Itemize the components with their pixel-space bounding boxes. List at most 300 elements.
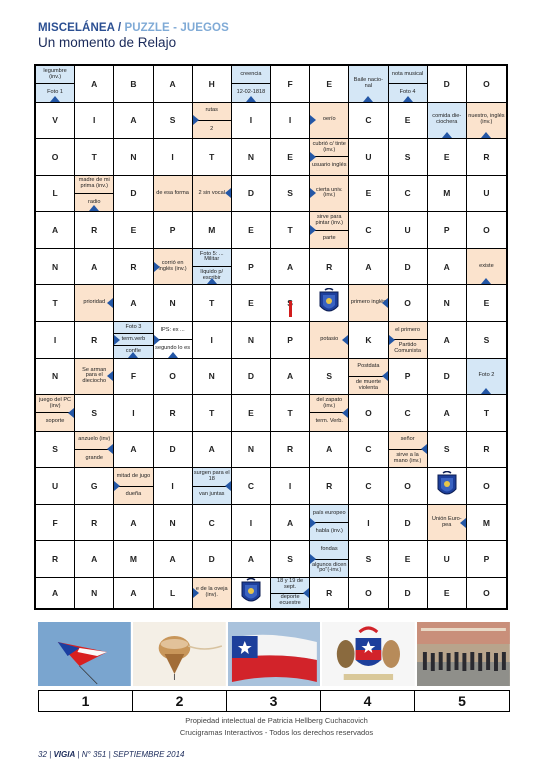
cell-letter: E [365, 188, 372, 199]
cell-letter: N [169, 298, 176, 309]
page-footer [38, 750, 184, 759]
grid-cell[interactable] [232, 176, 271, 213]
grid-cell[interactable] [467, 322, 506, 359]
grid-cell[interactable] [154, 468, 193, 505]
grid-cell[interactable] [193, 285, 232, 322]
grid-cell[interactable] [154, 505, 193, 542]
military-parade-photo-icon [417, 622, 510, 686]
grid-cell[interactable] [349, 578, 388, 608]
clue-arrow-icon [154, 262, 160, 272]
clue-text: nuestro, inglés (inv.) [468, 113, 505, 126]
clue-cell [310, 505, 349, 542]
clue-text: algunos dicen "po"(-inv.) [310, 559, 348, 577]
clue-cell [232, 66, 271, 103]
grid-cell[interactable] [154, 103, 193, 140]
grid-cell[interactable] [36, 505, 75, 542]
grid-cell[interactable] [428, 578, 467, 608]
clue-arrow-icon [460, 518, 466, 528]
clue-text: 18 y 19 de sept. [277, 578, 304, 591]
cell-letter: N [52, 261, 59, 272]
grid-cell[interactable] [389, 285, 428, 322]
clue-cell [389, 66, 428, 103]
grid-cell[interactable] [467, 468, 506, 505]
grid-cell[interactable] [75, 322, 114, 359]
grid-cell[interactable] [467, 541, 506, 578]
clue-text: grande [75, 449, 113, 467]
clue-text: madre de mi prima (inv.) [78, 177, 110, 190]
cell-letter: U [443, 554, 450, 565]
clue-text: Se arman para el dieciocho [82, 366, 107, 385]
grid-cell[interactable] [271, 139, 310, 176]
clue-text: deporte ecuestre [271, 593, 309, 609]
credits-line-1: Propiedad intelectual de Patricia Hellberg Cuchacovich [185, 716, 368, 725]
grid-cell[interactable] [467, 285, 506, 322]
clue-cell [193, 176, 232, 213]
grid-cell[interactable] [428, 212, 467, 249]
clue-text: prioridad [83, 299, 106, 306]
grid-cell[interactable] [271, 249, 310, 286]
grid-cell[interactable] [36, 432, 75, 469]
clue-cell [310, 395, 349, 432]
grid-cell[interactable] [154, 578, 193, 608]
grid-cell[interactable] [310, 66, 349, 103]
grid-cell[interactable] [349, 103, 388, 140]
grid-cell[interactable] [114, 432, 153, 469]
grid-cell[interactable] [75, 578, 114, 608]
clue-arrow-icon [310, 518, 316, 528]
cell-letter: C [404, 407, 411, 418]
grid-cell[interactable] [349, 249, 388, 286]
cell-letter: A [365, 261, 372, 272]
grid-cell[interactable] [232, 103, 271, 140]
clue-cell [75, 432, 114, 469]
clue-text: nota musical [391, 70, 424, 77]
grid-cell[interactable] [349, 432, 388, 469]
grid-cell[interactable] [310, 249, 349, 286]
grid-cell[interactable] [114, 176, 153, 213]
clue-text: líquido p/ escribir [193, 266, 231, 284]
clue-cell [193, 249, 232, 286]
grid-cell[interactable] [389, 103, 428, 140]
grid-cell[interactable] [114, 395, 153, 432]
grid-cell[interactable] [75, 395, 114, 432]
cell-letter: I [171, 151, 174, 162]
grid-cell [310, 285, 349, 322]
cell-letter: R [52, 554, 59, 565]
cell-letter: A [91, 78, 98, 89]
clue-text: van juntas [193, 486, 231, 504]
grid-cell[interactable] [271, 103, 310, 140]
grid-cell[interactable] [271, 176, 310, 213]
grid-cell[interactable] [271, 395, 310, 432]
cell-letter: O [404, 298, 411, 309]
grid-cell[interactable] [428, 359, 467, 396]
grid-cell[interactable] [36, 285, 75, 322]
cell-letter: E [287, 151, 293, 162]
clue-cell [114, 468, 153, 505]
grid-cell[interactable] [193, 505, 232, 542]
cell-letter: R [169, 407, 176, 418]
grid-cell[interactable] [36, 578, 75, 608]
grid-cell[interactable] [310, 432, 349, 469]
clue-text: de muerte violenta [349, 376, 387, 394]
grid-cell[interactable] [428, 322, 467, 359]
grid-cell[interactable] [232, 359, 271, 396]
grid-cell[interactable] [193, 66, 232, 103]
grid-cell[interactable] [75, 103, 114, 140]
grid-cell[interactable] [75, 66, 114, 103]
cell-letter: A [443, 261, 450, 272]
grid-cell[interactable] [36, 322, 75, 359]
cell-letter: C [365, 444, 372, 455]
grid-cell[interactable] [114, 578, 153, 608]
grid-cell[interactable] [114, 103, 153, 140]
grid-cell[interactable] [428, 395, 467, 432]
cell-letter: D [169, 444, 176, 455]
grid-cell[interactable] [36, 541, 75, 578]
text-cursor [289, 301, 292, 317]
grid-cell[interactable] [389, 139, 428, 176]
grid-cell[interactable] [389, 249, 428, 286]
clue-text: sirve a la mano (inv.) [389, 449, 427, 467]
grid-cell[interactable] [154, 395, 193, 432]
cell-letter: G [90, 481, 98, 492]
clue-arrow-icon [342, 335, 348, 345]
cell-letter: T [209, 298, 215, 309]
clue-cell [349, 285, 388, 322]
cell-letter: S [287, 188, 293, 199]
cell-letter: P [287, 334, 293, 345]
clue-cell [467, 359, 506, 396]
clue-cell [428, 505, 467, 542]
cell-letter: O [483, 481, 490, 492]
cell-letter: S [52, 444, 58, 455]
cell-letter: D [208, 554, 215, 565]
grid-cell[interactable] [428, 432, 467, 469]
clue-cell [114, 322, 153, 359]
grid-cell[interactable] [232, 505, 271, 542]
cell-letter: E [443, 151, 450, 162]
grid-cell[interactable] [349, 395, 388, 432]
cell-letter: E [326, 78, 333, 89]
clue-arrow-icon [68, 408, 74, 418]
photo-number: 1 [39, 691, 133, 711]
cell-letter: K [365, 334, 372, 345]
grid-cell[interactable] [232, 322, 271, 359]
grid-cell[interactable] [75, 541, 114, 578]
grid-cell[interactable] [389, 578, 428, 608]
cell-letter: R [91, 225, 98, 236]
grid-cell[interactable] [232, 541, 271, 578]
photo-strip [38, 622, 510, 686]
grid-cell[interactable] [310, 578, 349, 608]
cell-letter: N [247, 334, 254, 345]
grid-cell[interactable] [75, 505, 114, 542]
grid-cell[interactable] [114, 505, 153, 542]
grid-cell[interactable] [193, 395, 232, 432]
grid-cell[interactable] [349, 176, 388, 213]
clue-text: Partido Comunista [389, 339, 427, 357]
clue-cell [154, 249, 193, 286]
cell-letter: S [287, 554, 293, 565]
cell-letter: R [130, 261, 137, 272]
crossword-grid [34, 64, 508, 610]
cell-letter: R [483, 444, 490, 455]
clue-cell [310, 212, 349, 249]
cell-letter: D [247, 188, 254, 199]
grid-cell[interactable] [154, 432, 193, 469]
grid-cell[interactable] [232, 212, 271, 249]
grid-cell[interactable] [154, 359, 193, 396]
grid-cell[interactable] [154, 285, 193, 322]
grid-cell[interactable] [349, 139, 388, 176]
grid-cell[interactable] [114, 359, 153, 396]
cell-letter: T [52, 298, 58, 309]
cell-letter: R [91, 517, 98, 528]
cell-letter: P [169, 225, 176, 236]
issue-date: SEPTIEMBRE 2014 [112, 750, 185, 759]
photo-number: 2 [133, 691, 227, 711]
clue-arrow-icon [310, 225, 316, 235]
grid-cell[interactable] [36, 468, 75, 505]
cell-letter: N [247, 151, 254, 162]
cell-letter: B [130, 78, 137, 89]
clue-text: legumbre (inv.) [43, 67, 67, 80]
clue-arrow-icon [481, 388, 491, 394]
clue-text: sirve para pintar (inv.) [315, 214, 344, 226]
grid-cell[interactable] [75, 139, 114, 176]
cell-letter: P [248, 261, 254, 272]
grid-cell[interactable] [467, 139, 506, 176]
clue-arrow-icon [114, 335, 120, 345]
grid-cell[interactable] [349, 468, 388, 505]
grid-cell[interactable] [193, 359, 232, 396]
grid-cell[interactable] [193, 432, 232, 469]
cell-letter: L [169, 588, 176, 598]
cell-letter: D [443, 371, 450, 382]
grid-cell [428, 468, 467, 505]
grid-cell[interactable] [114, 249, 153, 286]
grid-cell[interactable] [467, 176, 506, 213]
grid-cell[interactable] [232, 395, 271, 432]
cell-letter: D [404, 588, 411, 598]
grid-cell[interactable] [271, 212, 310, 249]
clue-cell [349, 359, 388, 396]
grid-cell[interactable] [36, 212, 75, 249]
clue-cell [193, 103, 232, 140]
grid-cell[interactable] [310, 468, 349, 505]
cell-letter: P [483, 554, 490, 565]
grid-cell[interactable] [271, 432, 310, 469]
grid-cell[interactable] [114, 139, 153, 176]
grid-cell[interactable] [114, 66, 153, 103]
cell-letter: N [443, 298, 450, 309]
grid-cell[interactable] [36, 139, 75, 176]
cell-letter: O [365, 407, 372, 418]
cell-letter: A [287, 517, 294, 528]
cell-letter: U [52, 481, 59, 492]
grid-cell[interactable] [389, 468, 428, 505]
grid-cell[interactable] [232, 432, 271, 469]
grid-cell[interactable] [36, 103, 75, 140]
cell-letter: N [247, 444, 254, 455]
grid-cell[interactable] [75, 249, 114, 286]
clue-arrow-icon [310, 188, 316, 198]
grid-cell[interactable] [349, 505, 388, 542]
grid-cell[interactable] [232, 468, 271, 505]
navy-crest-icon [239, 578, 263, 608]
grid-cell[interactable] [428, 285, 467, 322]
clue-cell [389, 432, 428, 469]
grid-cell[interactable] [467, 212, 506, 249]
clue-cell [310, 541, 349, 578]
cell-letter: I [132, 407, 135, 418]
grid-cell[interactable] [114, 212, 153, 249]
clue-text: Foto 2 [478, 372, 495, 379]
grid-cell[interactable] [271, 505, 310, 542]
grid-cell[interactable] [193, 139, 232, 176]
grid-cell[interactable] [36, 249, 75, 286]
cell-letter: L [52, 188, 58, 199]
grid-cell[interactable] [193, 212, 232, 249]
clue-text: Foto 1 [36, 83, 74, 101]
issue-number: N° 351 [81, 750, 107, 759]
cell-letter: P [443, 225, 450, 236]
cell-letter: R [483, 151, 490, 162]
spinning-top-photo-icon [133, 622, 226, 686]
cell-letter: O [51, 151, 59, 162]
cell-letter: A [287, 261, 294, 272]
grid-cell[interactable] [271, 541, 310, 578]
clue-text: dueña [114, 486, 152, 504]
grid-cell[interactable] [349, 212, 388, 249]
clue-text: 2 [193, 120, 231, 138]
cell-letter: M [208, 225, 216, 236]
grid-cell[interactable] [389, 359, 428, 396]
grid-cell[interactable] [389, 541, 428, 578]
clue-text: cubrió c/ tinte (inv.) [312, 140, 346, 153]
grid-cell[interactable] [428, 66, 467, 103]
clue-text: anzuelo (inv) [78, 436, 111, 443]
clue-cell [75, 285, 114, 322]
clue-cell [428, 103, 467, 140]
grid-cell[interactable] [428, 249, 467, 286]
cell-letter: T [287, 407, 293, 418]
grid-cell[interactable] [154, 139, 193, 176]
footer-separator: | [49, 750, 54, 759]
grid-cell[interactable] [36, 176, 75, 213]
clue-cell [310, 322, 349, 359]
cell-letter: R [91, 334, 98, 345]
clue-arrow-icon [421, 444, 427, 454]
grid-cell[interactable] [467, 505, 506, 542]
clue-text: 2 sin vocal [198, 189, 225, 196]
clue-arrow-icon [342, 408, 348, 418]
grid-cell[interactable] [271, 322, 310, 359]
grid-cell[interactable] [428, 541, 467, 578]
cell-letter: I [249, 517, 253, 528]
grid-cell[interactable] [232, 249, 271, 286]
grid-cell[interactable] [428, 176, 467, 213]
clue-arrow-icon [193, 588, 199, 598]
grid-cell[interactable] [428, 139, 467, 176]
grid-cell[interactable] [75, 468, 114, 505]
cell-letter: O [404, 481, 411, 492]
photo-number-row [38, 690, 510, 712]
cell-letter: N [91, 588, 98, 598]
grid-cell[interactable] [271, 468, 310, 505]
clue-text: Foto 5: ... Militar [199, 250, 224, 263]
grid-cell[interactable] [154, 541, 193, 578]
clue-text: soporte [36, 412, 74, 430]
grid-cell[interactable] [467, 432, 506, 469]
cell-letter: U [365, 151, 372, 162]
clue-arrow-icon [154, 335, 160, 345]
page-header [38, 22, 229, 50]
clue-arrow-icon [114, 481, 120, 491]
kite-flag-photo-icon [38, 622, 131, 686]
grid-cell[interactable] [467, 66, 506, 103]
grid-cell[interactable] [271, 66, 310, 103]
grid-cell[interactable] [232, 285, 271, 322]
grid-cell[interactable] [349, 322, 388, 359]
photo-number: 5 [458, 693, 466, 709]
clue-arrow-icon [128, 352, 138, 358]
clue-cell [36, 66, 75, 103]
clue-arrow-icon [303, 588, 309, 598]
cell-letter: E [443, 588, 450, 598]
grid-cell[interactable] [154, 212, 193, 249]
navy-crest-icon [435, 471, 459, 501]
clue-text: señor [400, 436, 415, 443]
grid-cell[interactable] [154, 66, 193, 103]
clue-text: segundo lo es [154, 339, 192, 357]
grid-cell[interactable] [193, 322, 232, 359]
cell-letter: C [365, 115, 372, 126]
cell-letter: T [209, 151, 215, 162]
grid-cell[interactable] [114, 285, 153, 322]
clue-arrow-icon [193, 115, 199, 125]
cell-letter: U [404, 225, 411, 236]
cell-letter: T [287, 225, 293, 236]
grid-cell[interactable] [389, 395, 428, 432]
cell-letter: I [249, 115, 253, 126]
cell-letter: C [365, 481, 372, 492]
grid-cell[interactable] [349, 541, 388, 578]
grid-cell[interactable] [389, 505, 428, 542]
grid-cell[interactable] [389, 176, 428, 213]
cell-letter: R [326, 261, 333, 272]
clue-text: habla (inv.) [310, 522, 348, 540]
grid-cell[interactable] [310, 359, 349, 396]
clue-text: el primero [395, 326, 421, 333]
cell-letter: O [483, 78, 490, 89]
grid-cell[interactable] [75, 212, 114, 249]
cell-letter: D [404, 261, 411, 272]
grid-cell[interactable] [467, 395, 506, 432]
cell-letter: D [443, 78, 450, 89]
grid-cell[interactable] [389, 212, 428, 249]
grid-cell[interactable] [114, 541, 153, 578]
grid-cell[interactable] [232, 139, 271, 176]
grid-cell[interactable] [193, 541, 232, 578]
grid-cell[interactable] [271, 359, 310, 396]
grid-cell[interactable] [467, 578, 506, 608]
clue-text: usuario inglés [310, 156, 348, 174]
clue-text: potasio [320, 335, 339, 342]
grid-cell[interactable] [36, 359, 75, 396]
clue-arrow-icon [225, 481, 231, 491]
